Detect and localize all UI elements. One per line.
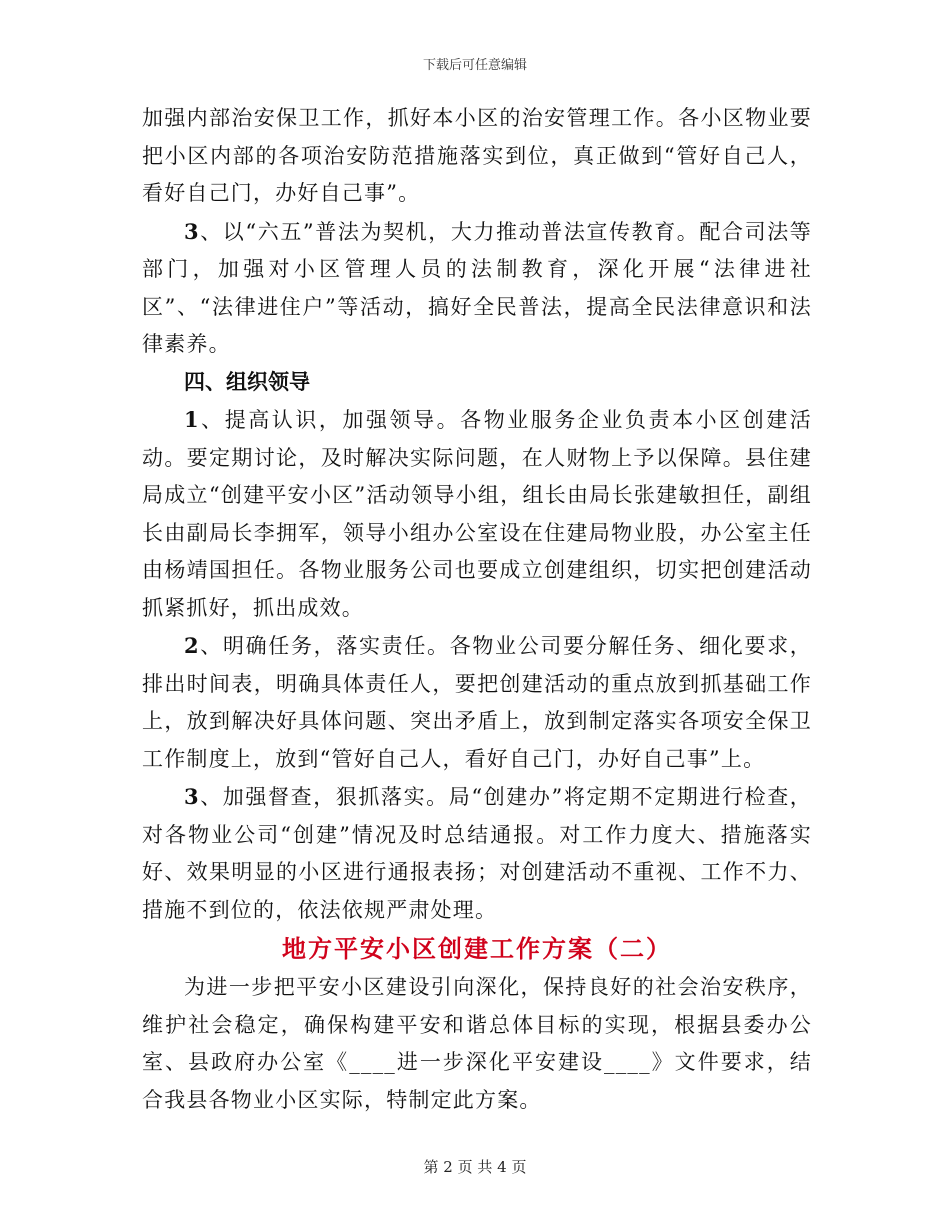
paragraph-introduction: 为进一步把平安小区建设引向深化，保持良好的社会治安秩序，维护社会稳定，确保构建平安和谐总体目标的实现，根据县委办公室、县政府办公室《____进一步深化平安建设____》文件要求，结合我县各物业小区实际，特制定此方案。 <box>142 975 812 1112</box>
paragraph-text: 、加强督查，狠抓落实。局“创建办”将定期不定期进行检查，对各物业公司“创建”情况及时总结通报。对工作力度大、措施落实好、效果明显的小区进行通报表扬；对创建活动不重视、工作不力、措施不到位的，依法依规严肃处理。 <box>142 785 812 922</box>
document-title: 地方平安小区创建工作方案（二） <box>282 935 672 963</box>
item-number: 2 <box>184 633 200 658</box>
paragraph-responsibility <box>142 627 812 778</box>
paragraph-text: 、明确任务，落实责任。各物业公司要分解任务、细化要求，排出时间表，明确具体责任人，要把创建活动的重点放到抓基础工作上，放到解决好具体问题、突出矛盾上，放到制定落实各项安全保卫工作制度上，放到“管好自己人，看好自己门，办好自己事”上。 <box>142 634 812 771</box>
paragraph-leadership <box>142 401 812 627</box>
page-header: 下载后可任意编辑 <box>422 58 527 73</box>
paragraph-supervision <box>142 778 812 929</box>
item-number: 1 <box>184 407 200 432</box>
page-number: 第 2 页 共 4 页 <box>423 1158 527 1176</box>
paragraph-security-work: 加强内部治安保卫工作，抓好本小区的治安管理工作。各小区物业要把小区内部的各项治安防范措施落实到位，真正做到“管好自己人，看好自己门，办好自己事”。 <box>142 106 812 205</box>
item-number: 3 <box>184 784 200 809</box>
section-heading-organization: 四、组织领导 <box>184 369 310 394</box>
paragraph-text: 、提高认识，加强领导。各物业服务企业负责本小区创建活动。要定期讨论，及时解决实际问题，在人财物上予以保障。县住建局成立“创建平安小区”活动领导小组，组长由局长张建敏担任，副组长由副局长李拥军，领导小组办公室设在住建局物业股，办公室主任由杨靖国担任。各物业服务公司也要成立创建组织，切实把创建活动抓紧抓好，抓出成效。 <box>142 408 812 620</box>
paragraph-legal-education <box>142 213 812 364</box>
item-number: 3 <box>184 218 200 244</box>
document-body <box>142 100 812 1119</box>
paragraph-text: 、以“六五”普法为契机，大力推动普法宣传教育。配合司法等部门，加强对小区管理人员的法制教育，深化开展“法律进社区”、“法律进住户”等活动，搞好全民普法，提高全民法律意识和法律素养。 <box>142 219 812 356</box>
